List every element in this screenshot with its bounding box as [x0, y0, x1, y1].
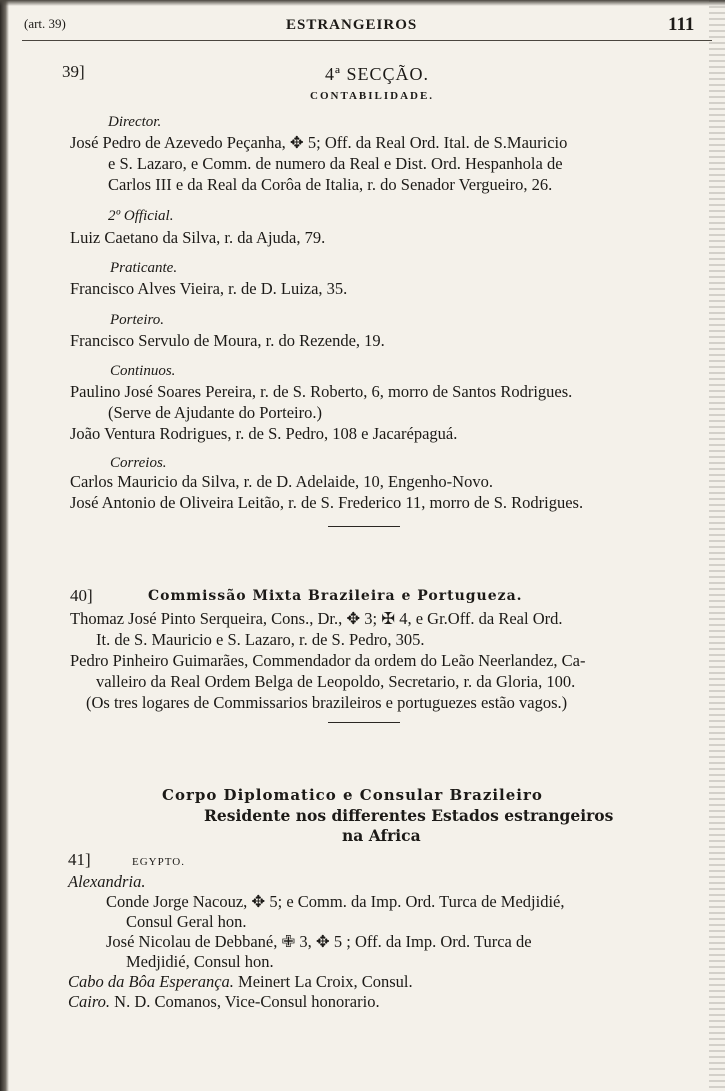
- continuos-line-2: (Serve de Ajudante do Porteiro.): [108, 403, 322, 422]
- cabo-entry: [68, 972, 413, 992]
- header-article-ref: (art. 39): [24, 16, 66, 31]
- article-number-40: 40]: [70, 586, 93, 605]
- official-line: Luiz Caetano da Silva, r. da Ajuda, 79.: [70, 228, 326, 247]
- cairo-text: N. D. Comanos, Vice-Consul honorario.: [114, 992, 380, 1011]
- heading-residente: Residente nos differentes Estados estrangeiros: [204, 806, 614, 825]
- director-line-2: e S. Lazaro, e Comm. de numero da Real e Dist. Ord. Hespanhola de: [108, 154, 563, 173]
- role-official: 2º Official.: [108, 208, 174, 224]
- header-title: ESTRANGEIROS: [286, 17, 418, 33]
- section-title-commissao: Commissão Mixta Brazileira e Portugueza.: [148, 588, 523, 604]
- page-right-bleed: [709, 0, 725, 1091]
- city-cabo: Cabo da Bôa Esperança.: [68, 972, 234, 991]
- alexandria-line-1: Conde Jorge Nacouz, ✥ 5; e Comm. da Imp. Ord. Turca de Medjidié,: [106, 892, 565, 911]
- section-subtitle: CONTABILIDADE.: [310, 90, 435, 102]
- article-number-41: 41]: [68, 850, 91, 869]
- city-alexandria: Alexandria.: [68, 872, 146, 891]
- alexandria-line-3: José Nicolau de Debbané, ✙ 3, ✥ 5 ; Off. da Imp. Ord. Turca de: [106, 932, 532, 951]
- commissao-note: (Os tres logares de Commissarios brazileiros e portuguezes estão vagos.): [86, 693, 568, 712]
- page-top-shadow: [0, 0, 725, 6]
- commissao-line-1: Thomaz José Pinto Serqueira, Cons., Dr., ✥ 3; ✠ 4, e Gr.Off. da Real Ord.: [70, 609, 563, 628]
- correios-line-2: José Antonio de Oliveira Leitão, r. de S. Frederico 11, morro de S. Rodrigues.: [70, 493, 584, 512]
- commissao-line-3: Pedro Pinheiro Guimarães, Commendador da ordem do Leão Neerlandez, Ca-: [70, 651, 586, 670]
- role-director: Director.: [108, 114, 162, 130]
- role-porteiro: Porteiro.: [110, 312, 165, 328]
- director-line-3: Carlos III e da Real da Corôa de Italia, r. do Senador Vergueiro, 26.: [108, 175, 553, 194]
- page-number: 111: [668, 14, 695, 35]
- continuos-line-1: Paulino José Soares Pereira, r. de S. Roberto, 6, morro de Santos Rodrigues.: [70, 382, 573, 401]
- header-rule: [22, 40, 712, 41]
- alexandria-line-4: Medjidié, Consul hon.: [126, 952, 274, 971]
- role-praticante: Praticante.: [110, 260, 178, 276]
- page-edge-shadow: [0, 0, 9, 1091]
- praticante-line: Francisco Alves Vieira, r. de D. Luiza, 35.: [70, 279, 348, 298]
- role-continuos: Continuos.: [110, 363, 176, 379]
- section-rule: [328, 526, 400, 527]
- section-title: 4ª SECÇÃO.: [325, 64, 429, 84]
- heading-corpo-diplomatico: Corpo Diplomatico e Consular Brazileiro: [162, 786, 543, 804]
- country-egypto: EGYPTO.: [132, 856, 185, 868]
- cabo-text: Meinert La Croix, Consul.: [238, 972, 413, 991]
- article-number-39: 39]: [62, 62, 85, 81]
- continuos-line-3: João Ventura Rodrigues, r. de S. Pedro, 108 e Jacarépaguá.: [70, 424, 458, 443]
- porteiro-line: Francisco Servulo de Moura, r. do Rezende, 19.: [70, 331, 385, 350]
- commissao-line-4: valleiro da Real Ordem Belga de Leopoldo, Secretario, r. da Gloria, 100.: [96, 672, 576, 691]
- alexandria-line-2: Consul Geral hon.: [126, 912, 247, 931]
- city-cairo: Cairo.: [68, 992, 111, 1011]
- correios-line-1: Carlos Mauricio da Silva, r. de D. Adelaide, 10, Engenho-Novo.: [70, 472, 493, 491]
- cairo-entry: [68, 992, 380, 1012]
- role-correios: Correios.: [110, 455, 167, 471]
- director-line-1: José Pedro de Azevedo Peçanha, ✥ 5; Off. da Real Ord. Ital. de S.Mauricio: [70, 133, 568, 152]
- commissao-line-2: It. de S. Mauricio e S. Lazaro, r. de S. Pedro, 305.: [96, 630, 425, 649]
- section-rule: [328, 722, 400, 723]
- heading-africa: na Africa: [342, 826, 421, 845]
